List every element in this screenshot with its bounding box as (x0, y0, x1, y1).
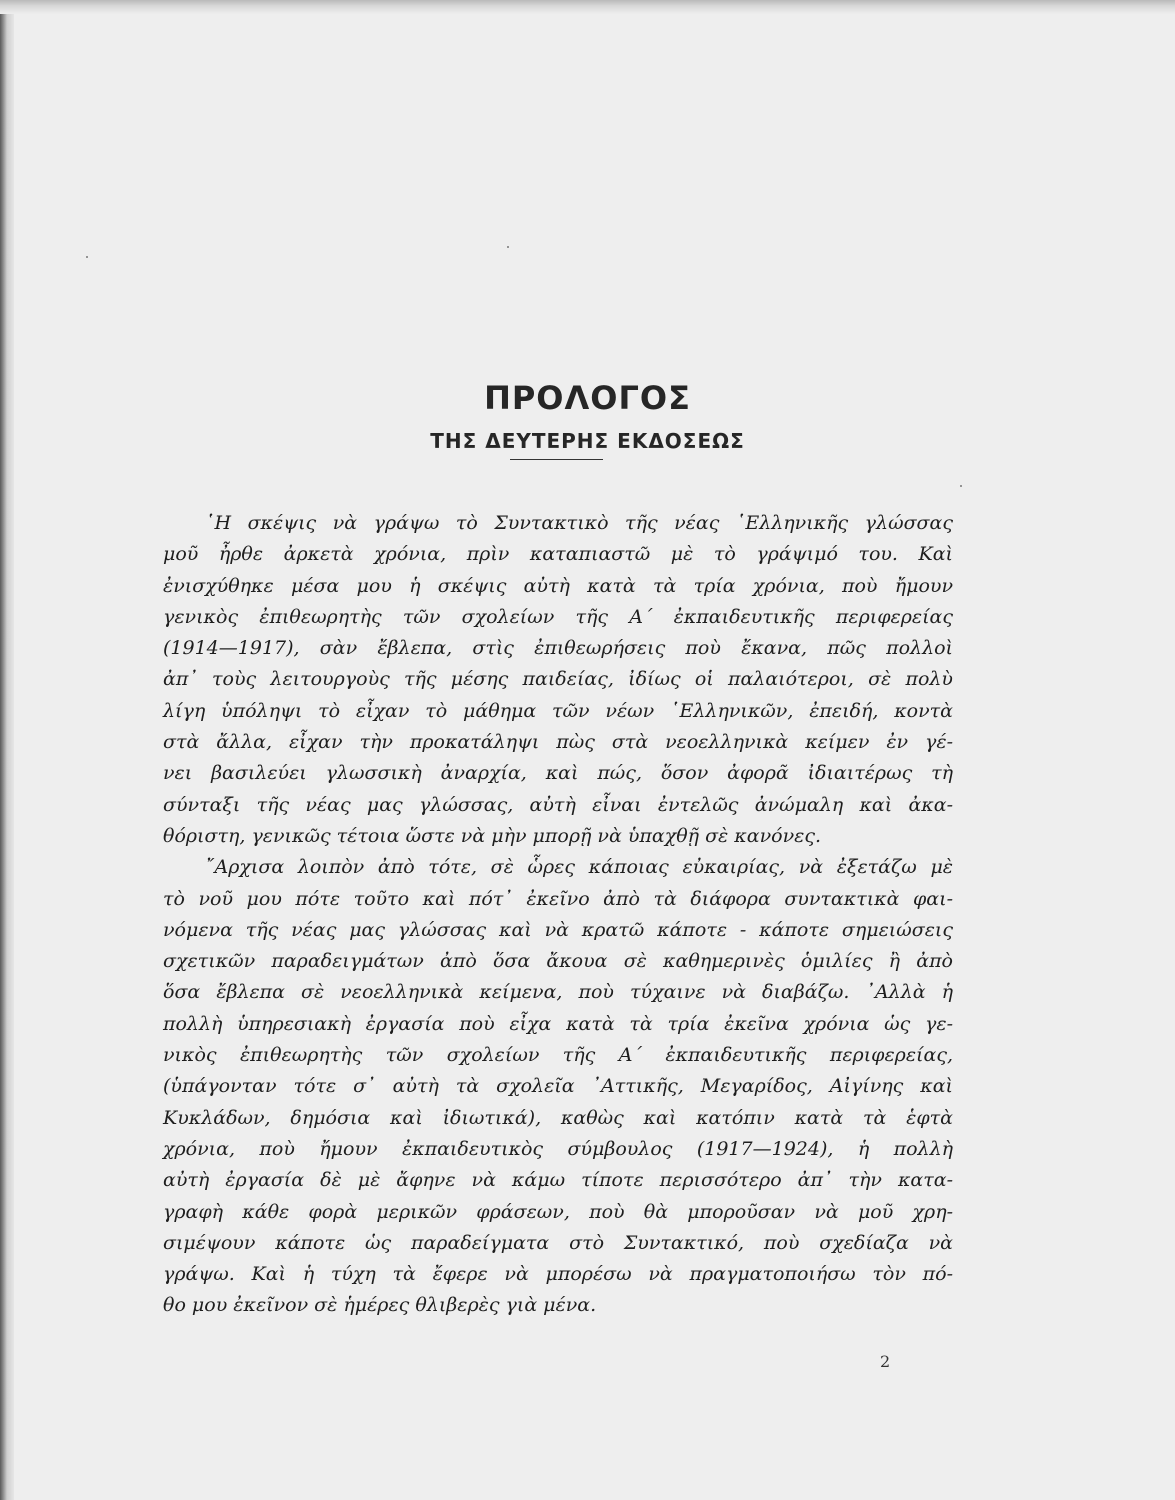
paragraph-1 (163, 508, 953, 852)
paper-speck (960, 485, 962, 487)
text-line: (ὑπάγονταν τότε σ᾽ αὐτὴ τὰ σχολεῖα ᾽Αττικῆς, Μεγαρίδος, Αἰγίνης καὶ (163, 1075, 953, 1098)
text-line: σιμέψουν κάποτε ὡς παραδείγματα στὸ Συντακτικό, ποὺ σχεδίαζα νὰ (163, 1231, 953, 1254)
text-line: πολλὴ ὑπηρεσιακὴ ἐργασία ποὺ εἶχα κατὰ τὰ τρία ἐκεῖνα χρόνια ὡς γε- (163, 1012, 953, 1035)
page-title: ΠΡΟΛΟΓΟΣ (484, 379, 691, 418)
page-binding-edge (0, 0, 14, 1500)
text-line: ῎Αρχισα λοιπὸν ἀπὸ τότε, σὲ ὧρες κάποιας εὐκαιρίας, νὰ ἐξετάζω μὲ (205, 856, 953, 879)
page-number: 2 (880, 1352, 891, 1371)
text-line: γραφὴ κάθε φορὰ μερικῶν φράσεων, ποὺ θὰ μποροῦσαν νὰ μοῦ χρη- (163, 1200, 953, 1223)
text-line: θο μου ἐκεῖνον σὲ ἡμέρες θλιβερὲς γιὰ μένα. (163, 1294, 597, 1317)
text-line: σύνταξι τῆς νέας μας γλώσσας, αὐτὴ εἶναι ἐντελῶς ἀνώμαλη καὶ ἀκα- (163, 793, 953, 816)
text-line: γράψω. Καὶ ἡ τύχη τὰ ἔφερε νὰ μπορέσω νὰ πραγματοποιήσω τὸν πό- (163, 1263, 953, 1286)
page-subtitle: ΤΗΣ ΔΕΥΤΕΡΗΣ ΕΚΔΟΣΕΩΣ (430, 428, 745, 453)
text-line: μοῦ ἦρθε ἀρκετὰ χρόνια, πρὶν καταπιαστῶ μὲ τὸ γράψιμό του. Καὶ (163, 543, 953, 566)
text-line: τὸ νοῦ μου πότε τοῦτο καὶ πότ᾽ ἐκεῖνο ἀπὸ τὰ διάφορα συντακτικὰ φαι- (163, 887, 953, 910)
text-line: λίγη ὑπόληψι τὸ εἶχαν τὸ μάθημα τῶν νέων ῾Ελληνικῶν, ἐπειδή, κοντὰ (163, 699, 953, 722)
text-line: σχετικῶν παραδειγμάτων ἀπὸ ὅσα ἄκουα σὲ καθημερινὲς ὁμιλίες ἢ ἀπὸ (163, 950, 953, 973)
paper-speck (507, 246, 509, 248)
text-line: χρόνια, ποὺ ἤμουν ἐκπαιδευτικὸς σύμβουλος (1917—1924), ἡ πολλὴ (163, 1137, 953, 1160)
text-line: νόμενα τῆς νέας μας γλώσσας καὶ νὰ κρατῶ κάποτε - κάποτε σημειώσεις (163, 918, 953, 941)
preface-body (163, 508, 953, 1322)
text-line: γενικὸς ἐπιθεωρητὴς τῶν σχολείων τῆς Α΄ ἐκπαιδευτικῆς περιφερείας (163, 605, 953, 628)
paragraph-2 (163, 852, 953, 1321)
text-line: ἀπ᾽ τοὺς λειτουργοὺς τῆς μέσης παιδείας, ἰδίως οἱ παλαιότεροι, σὲ πολὺ (163, 668, 953, 691)
text-line: θόριστη, γενικῶς τέτοια ὥστε νὰ μὴν μπορῇ νὰ ὑπαχθῇ σὲ κανόνες. (163, 824, 821, 847)
text-line: ἐνισχύθηκε μέσα μου ἡ σκέψις αὐτὴ κατὰ τὰ τρία χρόνια, ποὺ ἤμουν (163, 574, 953, 597)
text-line: Κυκλάδων, δημόσια καὶ ἰδιωτικά), καθὼς καὶ κατόπιν κατὰ τὰ ἑφτὰ (163, 1106, 953, 1129)
text-line: (1914—1917), σὰν ἔβλεπα, στὶς ἐπιθεωρήσεις ποὺ ἔκανα, πῶς πολλοὶ (163, 637, 953, 660)
text-line: ῾Η σκέψις νὰ γράψω τὸ Συντακτικὸ τῆς νέας ῾Ελληνικῆς γλώσσας (205, 512, 953, 534)
text-line: στὰ ἄλλα, εἶχαν τὴν προκατάληψι πὼς στὰ νεοελληνικὰ κείμεν ἐν γέ- (163, 731, 953, 754)
title-divider (510, 459, 603, 460)
text-line: αὐτὴ ἐργασία δὲ μὲ ἄφηνε νὰ κάμω τίποτε περισσότερο ἀπ᾽ τὴν κατα- (163, 1169, 953, 1192)
paper-speck (86, 256, 88, 258)
text-line: νει βασιλεύει γλωσσικὴ ἀναρχία, καὶ πώς, ὅσον ἀφορᾶ ἰδιαιτέρως τὴ (163, 762, 953, 785)
text-line: ὅσα ἔβλεπα σὲ νεοελληνικὰ κείμενα, ποὺ τύχαινε νὰ διαβάζω. ᾽Αλλὰ ἡ (163, 981, 953, 1004)
page-top-edge (0, 0, 1175, 14)
text-line: νικὸς ἐπιθεωρητὴς τῶν σχολείων τῆς Α΄ ἐκπαιδευτικῆς περιφερείας, (163, 1044, 953, 1067)
